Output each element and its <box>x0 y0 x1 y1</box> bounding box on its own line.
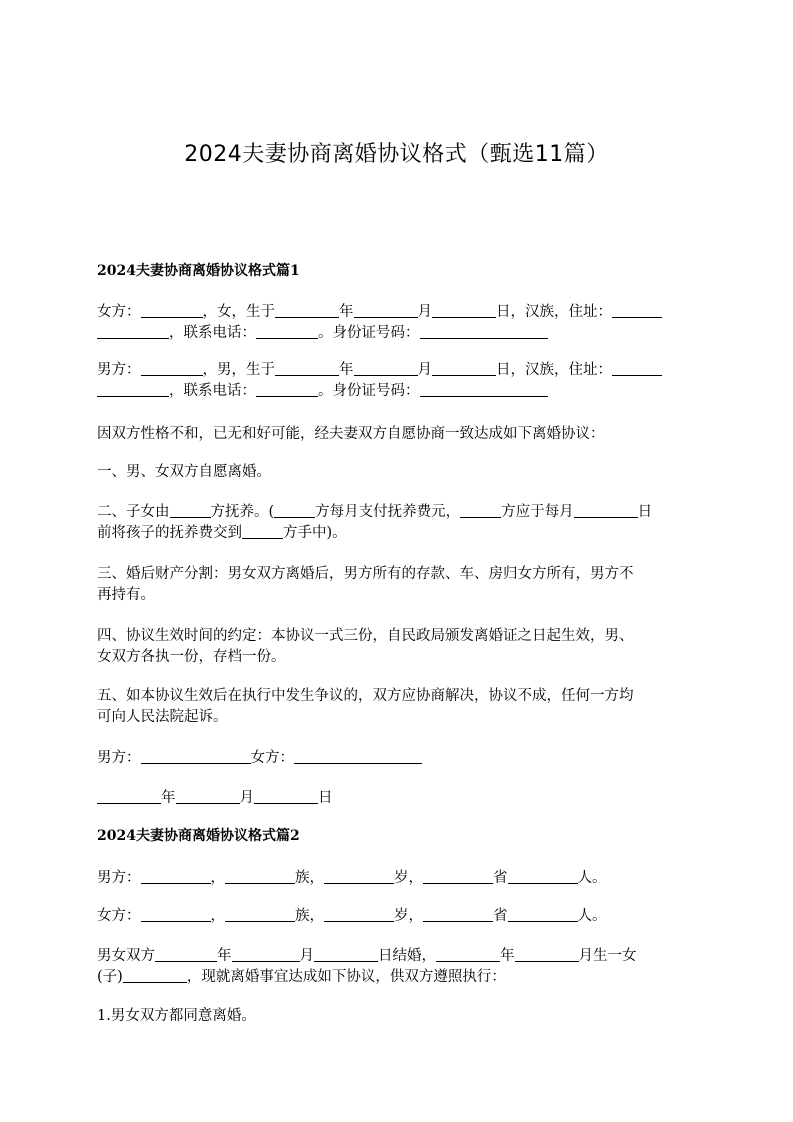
day-address-label: 日，汉族，住址： <box>496 304 612 320</box>
sign-year-blank[interactable] <box>97 789 161 804</box>
marriage-text-a: 男女双方 <box>97 948 155 964</box>
recipient-party-blank[interactable] <box>242 524 283 539</box>
marriage-text-h: ，现就离婚事宜达成如下协议，供双方遵照执行： <box>186 969 506 985</box>
item-1 <box>97 1006 697 1027</box>
child-birth-month-blank[interactable] <box>515 947 579 962</box>
clause-5 <box>97 686 697 728</box>
wife-hometown-blank[interactable] <box>508 907 578 922</box>
id-label: 。身份证号码： <box>318 383 420 399</box>
year-label: 年 <box>161 790 176 806</box>
wife-id-blank[interactable] <box>420 324 548 339</box>
wife-address-blank[interactable] <box>612 303 662 318</box>
clause-2-text-e: 日 <box>637 504 653 520</box>
wife-address-blank-cont[interactable] <box>97 324 169 339</box>
clause-2-text-f: 前将孩子的抚养费交到 <box>97 525 242 541</box>
husband-gender-text: ，男，生于 <box>202 362 275 378</box>
clause-2-text-b: 方抚养。( <box>210 504 275 520</box>
ethnic-label: 族， <box>295 870 324 886</box>
intro-text: 因双方性格不和，已无和好可能，经夫妻双方自愿协商一致达成如下离婚协议： <box>97 426 605 442</box>
province-label: 省 <box>493 870 508 886</box>
wife-birth-year-blank[interactable] <box>275 303 339 318</box>
husband-birth-month-blank[interactable] <box>354 361 418 376</box>
wife-label: 女方： <box>97 908 141 924</box>
day-label: 日 <box>318 790 333 806</box>
clause-4-line-1: 四、协议生效时间的约定：本协议一式三份，自民政局颁发离婚证之日起生效，男、 <box>97 628 634 644</box>
person-label: 人。 <box>577 870 607 886</box>
wife-birth-day-blank[interactable] <box>432 303 496 318</box>
intro-paragraph <box>97 424 697 445</box>
wife-ethnic-blank[interactable] <box>225 907 295 922</box>
wife-label: 女方： <box>97 304 141 320</box>
year-label: 年 <box>500 948 515 964</box>
clause-2-text-g: 方手中)。 <box>283 525 347 541</box>
husband-birth-year-blank[interactable] <box>275 361 339 376</box>
document-title: 2024夫妻协商离婚协议格式（甄选11篇） <box>184 142 609 167</box>
wife-signature-label: 女方： <box>250 750 294 766</box>
clause-3 <box>97 564 697 606</box>
signature-line <box>97 748 697 769</box>
year-label: 年 <box>217 948 232 964</box>
month-label: 月 <box>299 948 314 964</box>
wife-phone-blank[interactable] <box>256 324 318 339</box>
year-label: 年 <box>339 304 354 320</box>
phone-label: ，联系电话： <box>169 325 256 341</box>
wife-info-paragraph <box>97 302 697 344</box>
husband-province-blank[interactable] <box>423 869 493 884</box>
husband-name-blank[interactable] <box>141 361 203 376</box>
child-birth-year-blank[interactable] <box>436 947 500 962</box>
husband-info-line-2 <box>97 868 697 889</box>
husband-signature-blank[interactable] <box>141 749 251 764</box>
husband-id-blank[interactable] <box>420 382 548 397</box>
wife-name-blank[interactable] <box>141 907 211 922</box>
month-label: 月 <box>239 790 254 806</box>
marriage-month-blank[interactable] <box>232 947 300 962</box>
custody-party-blank[interactable] <box>170 503 211 518</box>
wife-age-blank[interactable] <box>324 907 394 922</box>
husband-info-paragraph <box>97 360 697 402</box>
husband-address-blank-cont[interactable] <box>97 382 169 397</box>
wife-name-blank[interactable] <box>141 303 203 318</box>
clause-2-text-a: 二、子女由 <box>97 504 170 520</box>
marriage-text-d: 日结婚， <box>378 948 436 964</box>
ethnic-label: 族， <box>295 908 324 924</box>
id-label: 。身份证号码： <box>318 325 420 341</box>
month-label: 月 <box>417 304 432 320</box>
wife-birth-month-blank[interactable] <box>354 303 418 318</box>
clause-3-line-2: 再持有。 <box>97 587 155 603</box>
clause-3-line-1: 三、婚后财产分割：男女双方离婚后，男方所有的存款、车、房归女方所有，男方不 <box>97 566 634 582</box>
husband-address-blank[interactable] <box>612 361 662 376</box>
marriage-day-blank[interactable] <box>314 947 378 962</box>
wife-info-line-2 <box>97 906 697 927</box>
marriage-text-f: 月生一女 <box>578 948 637 964</box>
comma: ， <box>210 870 225 886</box>
husband-label: 男方： <box>97 870 141 886</box>
year-label: 年 <box>339 362 354 378</box>
payer-party-blank-2[interactable] <box>460 503 501 518</box>
clause-4 <box>97 626 697 668</box>
month-label: 月 <box>417 362 432 378</box>
husband-phone-blank[interactable] <box>256 382 318 397</box>
person-label: 人。 <box>577 908 607 924</box>
day-address-label: 日，汉族，住址： <box>496 362 612 378</box>
husband-hometown-blank[interactable] <box>508 869 578 884</box>
clause-2 <box>97 502 697 544</box>
section-heading-2: 2024夫妻协商离婚协议格式篇2 <box>97 828 300 844</box>
phone-label: ，联系电话： <box>169 383 256 399</box>
clause-5-line-1: 五、如本协议生效后在执行中发生争议的，双方应协商解决，协议不成，任何一方均 <box>97 688 634 704</box>
clause-4-line-2: 女双方各执一份，存档一份。 <box>97 649 286 665</box>
payer-party-blank[interactable] <box>274 503 315 518</box>
clause-1 <box>97 462 697 483</box>
marriage-paragraph <box>97 946 697 988</box>
sign-day-blank[interactable] <box>254 789 318 804</box>
child-name-blank[interactable] <box>123 968 187 983</box>
clause-1-text: 一、男、女双方自愿离婚。 <box>97 464 271 480</box>
item-1-text: 1.男女双方都同意离婚。 <box>97 1008 256 1024</box>
province-label: 省 <box>493 908 508 924</box>
section-heading-1: 2024夫妻协商离婚协议格式篇1 <box>97 263 300 279</box>
marriage-year-blank[interactable] <box>155 947 217 962</box>
sign-month-blank[interactable] <box>176 789 240 804</box>
wife-signature-blank[interactable] <box>294 749 422 764</box>
age-label: 岁， <box>394 870 423 886</box>
clause-2-text-d: 方应于每月 <box>501 504 574 520</box>
payment-day-blank[interactable] <box>574 503 638 518</box>
age-label: 岁， <box>394 908 423 924</box>
wife-gender-text: ，女，生于 <box>202 304 275 320</box>
husband-age-blank[interactable] <box>324 869 394 884</box>
wife-province-blank[interactable] <box>423 907 493 922</box>
date-line <box>97 788 697 809</box>
husband-ethnic-blank[interactable] <box>225 869 295 884</box>
marriage-text-g: (子) <box>97 969 123 985</box>
clause-2-text-c: 方每月支付抚养费元， <box>315 504 461 520</box>
clause-5-line-2: 可向人民法院起诉。 <box>97 709 228 725</box>
comma: ， <box>210 908 225 924</box>
husband-label: 男方： <box>97 362 141 378</box>
husband-birth-day-blank[interactable] <box>432 361 496 376</box>
husband-name-blank[interactable] <box>141 869 211 884</box>
husband-signature-label: 男方： <box>97 750 141 766</box>
